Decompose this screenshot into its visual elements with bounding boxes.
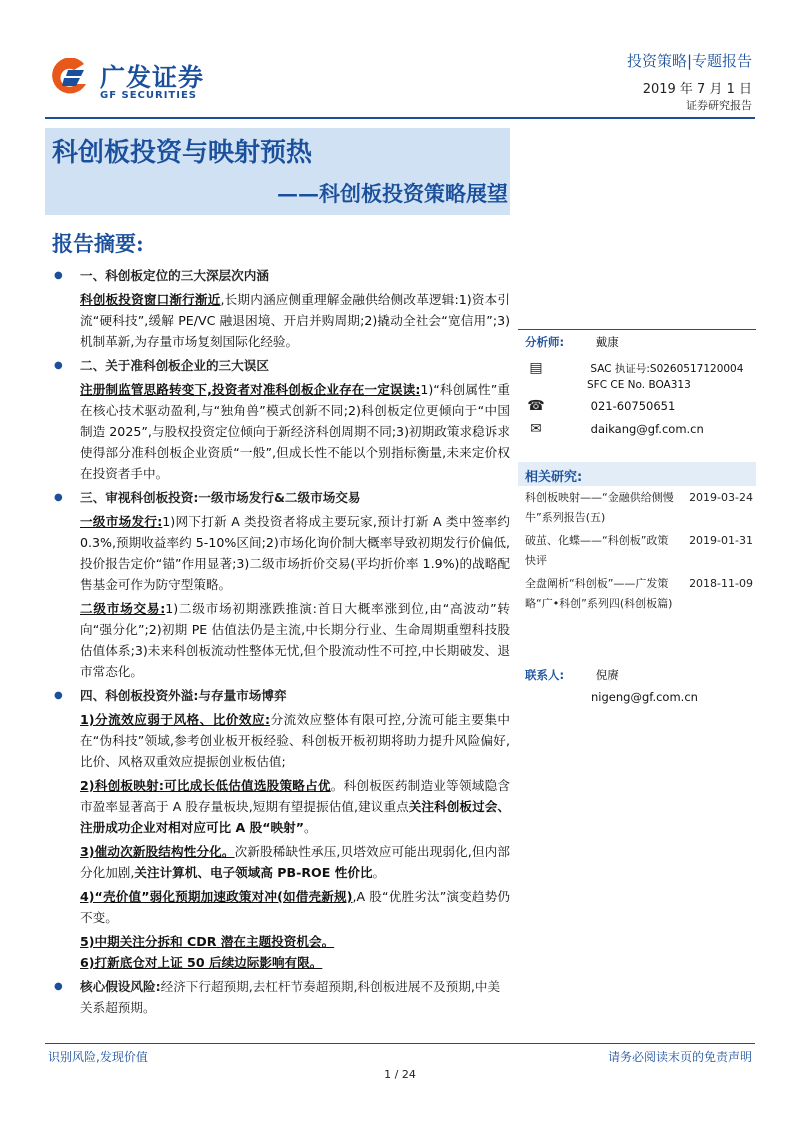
contact-row: 联系人: 倪赓 bbox=[525, 668, 619, 682]
analyst-divider bbox=[518, 329, 756, 330]
section-3-heading: ● 三、审视科创板投资:一级市场发行&二级市场交易 bbox=[50, 487, 510, 508]
summary-body bbox=[50, 265, 510, 1018]
related-item[interactable]: 科创板映射——“金融供给侧慢牛”系列报告(五) 2019-03-24 bbox=[525, 491, 753, 524]
section-4-point-2: 2)科创板映射:可比成长低估值选股策略占优。科创板医药制造业等领域隐含市盈率显著高于 A 股存量板块,短期有望提振估值,建议重点关注科创板过会、注册成功企业对相对应可比 A 股“映射”。 bbox=[80, 778, 510, 835]
analyst-email[interactable]: daikang@gf.com.cn bbox=[590, 422, 704, 436]
section-4-heading: ● 四、科创板投资外溢:与存量市场博弈 bbox=[50, 685, 510, 706]
contact-name: 倪赓 bbox=[595, 668, 619, 682]
brand-name-en: GF SECURITIES bbox=[100, 90, 198, 101]
report-type: 投资策略|专题报告 bbox=[626, 52, 752, 70]
bullet-icon: ● bbox=[54, 981, 63, 992]
id-card-icon: ▤ bbox=[529, 360, 543, 376]
related-item[interactable]: 全盘阐析“科创板”——广发策略“广•科创”系列四(科创板篇) 2018-11-09 bbox=[525, 577, 753, 610]
section-4-point-1: 1)分流效应弱于风格、比价效应:分流效应整体有限可控,分流可能主要集中在“伪科技”领域,参考创业板开板经验、科创板开板初期将助力提升风险偏好,比价、风格双重效应提振创业板估值; bbox=[80, 712, 510, 769]
bullet-icon: ● bbox=[54, 492, 63, 503]
risk-note: ● 核心假设风险:经济下行超预期,去杠杆节奏超预期,科创板进展不及预期,中美关系超预期。 bbox=[50, 976, 510, 1018]
analyst-sac: SAC 执证号:S0260517120004 bbox=[590, 363, 744, 375]
related-item[interactable]: 破茧、化蝶——“科创板”政策快评 2019-01-31 bbox=[525, 534, 753, 567]
section-1-heading: ● 一、科创板定位的三大深层次内涵 bbox=[50, 265, 510, 286]
bullet-icon: ● bbox=[54, 690, 63, 701]
analyst-name-row: 分析师: 戴康 bbox=[525, 335, 619, 349]
gf-logo-icon bbox=[50, 58, 90, 98]
section-4-point-4: 4)“壳价值”弱化预期加速政策对冲(如借壳新规),A 股“优胜劣汰”演变趋势仍不变。 bbox=[80, 889, 510, 925]
footer-disclaimer[interactable]: 请务必阅读末页的免责声明 bbox=[607, 1050, 752, 1064]
contact-email[interactable]: nigeng@gf.com.cn bbox=[591, 690, 698, 704]
related-heading: 相关研究: bbox=[525, 470, 583, 485]
section-4-point-6: 6)打新底仓对上证 50 后续边际影响有限。 bbox=[80, 955, 323, 970]
brand-name-cn: 广发证券 bbox=[100, 63, 205, 92]
section-4-point-5: 5)中期关注分拆和 CDR 潜在主题投资机会。 bbox=[80, 934, 335, 949]
analyst-sac-row bbox=[525, 360, 753, 376]
bullet-icon: ● bbox=[54, 270, 63, 281]
report-kind: 证券研究报告 bbox=[686, 99, 752, 112]
analyst-name: 戴康 bbox=[595, 335, 619, 349]
footer-slogan: 识别风险,发现价值 bbox=[48, 1050, 148, 1064]
analyst-sfc: SFC CE No. BOA313 bbox=[587, 379, 691, 391]
section-2-paragraph: 注册制监管思路转变下,投资者对准科创板企业存在一定误读:1)“科创属性”重在核心技术驱动盈利,与“独角兽”模式创新不同;2)科创板定位更倾向于“中国制造 2025”,与股权投资定位倾向于新经济科创周期不同;3)初期政策求稳诉求使得部分准科创板企业资质“一般”,但成长性不能以个别指标衡量,未来定价权在投资者手中。 bbox=[80, 382, 510, 481]
report-date: 2019 年 7 月 1 日 bbox=[642, 82, 752, 97]
header-divider bbox=[45, 117, 755, 119]
section-1-paragraph: 科创板投资窗口渐行渐近,长期内涵应侧重理解金融供给侧改革逻辑:1)资本引流“硬科技”,缓解 PE/VC 融退困境、开启并购周期;2)撬动全社会“宽信用”;3)机制革新,为存量市场复刻国际化经验。 bbox=[80, 292, 510, 349]
analyst-email-row bbox=[525, 421, 753, 437]
related-list bbox=[525, 488, 753, 614]
envelope-icon: ✉ bbox=[530, 421, 542, 437]
report-subtitle: ——科创板投资策略展望 bbox=[277, 181, 508, 206]
section-3-paragraph-1: 一级市场发行:1)网下打新 A 类投资者将成主要玩家,预计打新 A 类中签率约 0.3%,预期收益率约 5-10%区间;2)市场化询价制大概率导致初期发行价偏低,投价报告定价“锚”作用显著;3)二级市场折价交易(平均折价率 1.9%)的战略配售基金可作为防守型策略。 bbox=[80, 514, 510, 592]
analyst-phone: 021-60750651 bbox=[590, 399, 676, 413]
section-4-point-3: 3)催动次新股结构性分化。次新股稀缺性承压,贝塔效应可能出现弱化,但内部分化加剧,关注计算机、电子领域高 PB-ROE 性价比。 bbox=[80, 844, 510, 880]
page-number: 1 / 24 bbox=[384, 1068, 416, 1081]
section-3-paragraph-2: 二级市场交易:1)二级市场初期涨跌推演:首日大概率涨到位,由“高波动”转向“强分化”;2)初期 PE 估值法仍是主流,中长期分行业、生命周期重塑科技股估值体系;3)未来科创板流动性整体无忧,但个股流动性不可控,中长期破发、退市常态化。 bbox=[80, 601, 510, 679]
telephone-icon: ☎ bbox=[527, 398, 545, 414]
bullet-icon: ● bbox=[54, 360, 63, 371]
section-2-heading: ● 二、关于准科创板企业的三大误区 bbox=[50, 355, 510, 376]
footer-divider bbox=[45, 1043, 755, 1044]
summary-heading: 报告摘要: bbox=[52, 231, 144, 256]
report-title: 科创板投资与映射预热 bbox=[52, 138, 313, 168]
analyst-phone-row bbox=[525, 398, 753, 414]
